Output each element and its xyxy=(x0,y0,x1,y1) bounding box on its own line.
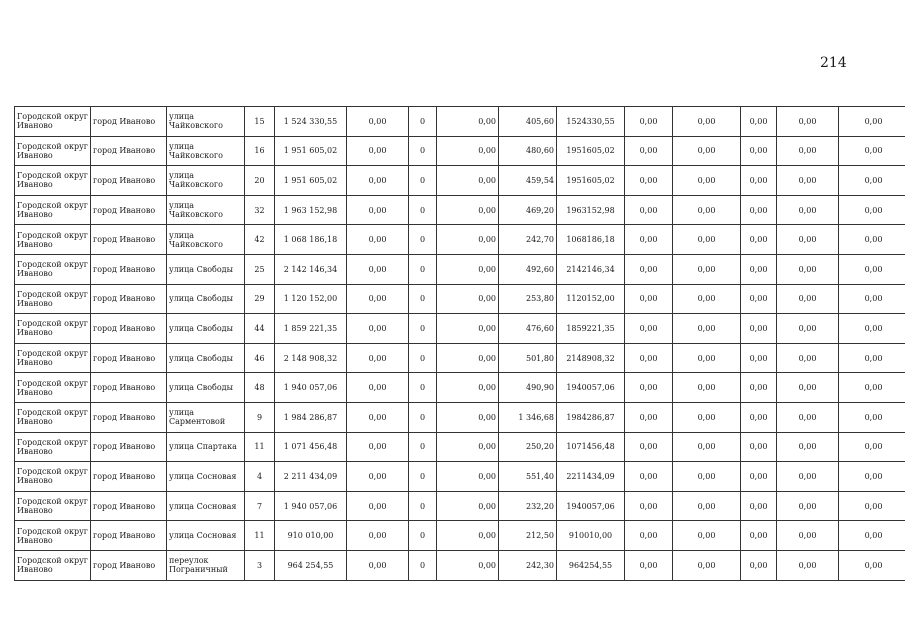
count-cell: 0 xyxy=(409,550,437,580)
value-cell: 0,00 xyxy=(347,284,409,314)
municipality-cell: Городской округ Иваново xyxy=(15,314,91,344)
value-cell: 0,00 xyxy=(839,195,905,225)
value-cell: 0,00 xyxy=(741,195,777,225)
table-body xyxy=(15,107,905,581)
cost-cell: 2 142 146,34 xyxy=(275,254,347,284)
settlement-cell: город Иваново xyxy=(91,491,167,521)
value-cell: 0,00 xyxy=(673,314,741,344)
value-cell: 0,00 xyxy=(777,284,839,314)
value-cell: 0,00 xyxy=(741,225,777,255)
street-cell: улица Сосновая xyxy=(167,491,245,521)
house-number-cell: 3 xyxy=(245,550,275,580)
area-cell: 469,20 xyxy=(499,195,557,225)
value-cell: 0,00 xyxy=(839,402,905,432)
cost-cell: 2 211 434,09 xyxy=(275,462,347,492)
value-cell: 0,00 xyxy=(673,343,741,373)
cost-cell: 1 951 605,02 xyxy=(275,136,347,166)
value-cell: 0,00 xyxy=(839,166,905,196)
value-cell: 0,00 xyxy=(839,314,905,344)
cost-total-cell: 1120152,00 xyxy=(557,284,625,314)
value-cell: 0,00 xyxy=(625,195,673,225)
value-cell: 0,00 xyxy=(673,254,741,284)
value-cell: 0,00 xyxy=(741,521,777,551)
house-number-cell: 42 xyxy=(245,225,275,255)
value-cell: 0,00 xyxy=(625,402,673,432)
municipality-cell: Городской округ Иваново xyxy=(15,402,91,432)
settlement-cell: город Иваново xyxy=(91,107,167,137)
area-cell: 492,60 xyxy=(499,254,557,284)
cost-total-cell: 2211434,09 xyxy=(557,462,625,492)
municipality-cell: Городской округ Иваново xyxy=(15,343,91,373)
value-cell: 0,00 xyxy=(673,462,741,492)
value-cell: 0,00 xyxy=(437,343,499,373)
value-cell: 0,00 xyxy=(839,373,905,403)
value-cell: 0,00 xyxy=(839,225,905,255)
value-cell: 0,00 xyxy=(777,254,839,284)
street-cell: улица Свободы xyxy=(167,314,245,344)
area-cell: 250,20 xyxy=(499,432,557,462)
value-cell: 0,00 xyxy=(839,284,905,314)
value-cell: 0,00 xyxy=(741,373,777,403)
value-cell: 0,00 xyxy=(347,402,409,432)
value-cell: 0,00 xyxy=(777,136,839,166)
value-cell: 0,00 xyxy=(777,491,839,521)
cost-cell: 1 984 286,87 xyxy=(275,402,347,432)
settlement-cell: город Иваново xyxy=(91,521,167,551)
value-cell: 0,00 xyxy=(347,343,409,373)
cost-total-cell: 1859221,35 xyxy=(557,314,625,344)
value-cell: 0,00 xyxy=(673,373,741,403)
cost-total-cell: 1963152,98 xyxy=(557,195,625,225)
area-cell: 501,80 xyxy=(499,343,557,373)
street-cell: улица Свободы xyxy=(167,254,245,284)
table-row xyxy=(15,343,905,373)
count-cell: 0 xyxy=(409,521,437,551)
settlement-cell: город Иваново xyxy=(91,402,167,432)
house-number-cell: 7 xyxy=(245,491,275,521)
value-cell: 0,00 xyxy=(741,166,777,196)
value-cell: 0,00 xyxy=(673,491,741,521)
cost-cell: 1 120 152,00 xyxy=(275,284,347,314)
street-cell: переулок Пограничный xyxy=(167,550,245,580)
value-cell: 0,00 xyxy=(673,432,741,462)
value-cell: 0,00 xyxy=(741,136,777,166)
settlement-cell: город Иваново xyxy=(91,550,167,580)
value-cell: 0,00 xyxy=(741,284,777,314)
municipality-cell: Городской округ Иваново xyxy=(15,550,91,580)
cost-cell: 1 524 330,55 xyxy=(275,107,347,137)
house-number-cell: 9 xyxy=(245,402,275,432)
house-number-cell: 15 xyxy=(245,107,275,137)
municipality-cell: Городской округ Иваново xyxy=(15,432,91,462)
settlement-cell: город Иваново xyxy=(91,225,167,255)
table-row xyxy=(15,314,905,344)
cost-total-cell: 2148908,32 xyxy=(557,343,625,373)
cost-cell: 964 254,55 xyxy=(275,550,347,580)
value-cell: 0,00 xyxy=(777,195,839,225)
area-cell: 476,60 xyxy=(499,314,557,344)
value-cell: 0,00 xyxy=(437,314,499,344)
value-cell: 0,00 xyxy=(741,254,777,284)
settlement-cell: город Иваново xyxy=(91,314,167,344)
value-cell: 0,00 xyxy=(741,343,777,373)
cost-cell: 1 963 152,98 xyxy=(275,195,347,225)
house-number-cell: 4 xyxy=(245,462,275,492)
value-cell: 0,00 xyxy=(839,254,905,284)
value-cell: 0,00 xyxy=(839,521,905,551)
street-cell: улица Свободы xyxy=(167,343,245,373)
value-cell: 0,00 xyxy=(625,314,673,344)
table-row xyxy=(15,462,905,492)
count-cell: 0 xyxy=(409,225,437,255)
table-row xyxy=(15,402,905,432)
settlement-cell: город Иваново xyxy=(91,343,167,373)
value-cell: 0,00 xyxy=(777,462,839,492)
value-cell: 0,00 xyxy=(839,462,905,492)
value-cell: 0,00 xyxy=(741,314,777,344)
value-cell: 0,00 xyxy=(347,166,409,196)
value-cell: 0,00 xyxy=(437,373,499,403)
value-cell: 0,00 xyxy=(839,136,905,166)
area-cell: 551,40 xyxy=(499,462,557,492)
value-cell: 0,00 xyxy=(673,136,741,166)
cost-total-cell: 1071456,48 xyxy=(557,432,625,462)
table-row xyxy=(15,136,905,166)
street-cell: улица Свободы xyxy=(167,373,245,403)
cost-total-cell: 1940057,06 xyxy=(557,373,625,403)
value-cell: 0,00 xyxy=(839,432,905,462)
street-cell: улица Чайковского xyxy=(167,107,245,137)
cost-total-cell: 1940057,06 xyxy=(557,491,625,521)
table-row xyxy=(15,284,905,314)
value-cell: 0,00 xyxy=(347,107,409,137)
value-cell: 0,00 xyxy=(777,521,839,551)
value-cell: 0,00 xyxy=(625,373,673,403)
table-row xyxy=(15,550,905,580)
street-cell: улица Сосновая xyxy=(167,521,245,551)
value-cell: 0,00 xyxy=(347,462,409,492)
count-cell: 0 xyxy=(409,373,437,403)
table-row xyxy=(15,373,905,403)
municipality-cell: Городской округ Иваново xyxy=(15,166,91,196)
value-cell: 0,00 xyxy=(625,254,673,284)
value-cell: 0,00 xyxy=(839,107,905,137)
cost-total-cell: 964254,55 xyxy=(557,550,625,580)
house-number-cell: 25 xyxy=(245,254,275,284)
value-cell: 0,00 xyxy=(839,550,905,580)
municipality-cell: Городской округ Иваново xyxy=(15,195,91,225)
value-cell: 0,00 xyxy=(437,462,499,492)
count-cell: 0 xyxy=(409,491,437,521)
value-cell: 0,00 xyxy=(673,166,741,196)
table-row xyxy=(15,432,905,462)
house-number-cell: 32 xyxy=(245,195,275,225)
settlement-cell: город Иваново xyxy=(91,195,167,225)
value-cell: 0,00 xyxy=(437,402,499,432)
value-cell: 0,00 xyxy=(673,402,741,432)
table-row xyxy=(15,107,905,137)
area-cell: 242,70 xyxy=(499,225,557,255)
value-cell: 0,00 xyxy=(625,462,673,492)
value-cell: 0,00 xyxy=(347,373,409,403)
value-cell: 0,00 xyxy=(777,225,839,255)
value-cell: 0,00 xyxy=(437,254,499,284)
cost-total-cell: 1984286,87 xyxy=(557,402,625,432)
value-cell: 0,00 xyxy=(625,225,673,255)
settlement-cell: город Иваново xyxy=(91,432,167,462)
value-cell: 0,00 xyxy=(673,550,741,580)
table-row xyxy=(15,195,905,225)
area-cell: 242,30 xyxy=(499,550,557,580)
municipality-cell: Городской округ Иваново xyxy=(15,373,91,403)
value-cell: 0,00 xyxy=(437,195,499,225)
value-cell: 0,00 xyxy=(777,550,839,580)
municipality-cell: Городской округ Иваново xyxy=(15,225,91,255)
settlement-cell: город Иваново xyxy=(91,136,167,166)
value-cell: 0,00 xyxy=(625,284,673,314)
table-row xyxy=(15,521,905,551)
cost-total-cell: 2142146,34 xyxy=(557,254,625,284)
value-cell: 0,00 xyxy=(741,107,777,137)
cost-cell: 1 859 221,35 xyxy=(275,314,347,344)
cost-cell: 1 068 186,18 xyxy=(275,225,347,255)
housing-register-table xyxy=(14,106,905,581)
value-cell: 0,00 xyxy=(347,550,409,580)
settlement-cell: город Иваново xyxy=(91,373,167,403)
value-cell: 0,00 xyxy=(673,521,741,551)
cost-total-cell: 1068186,18 xyxy=(557,225,625,255)
value-cell: 0,00 xyxy=(347,432,409,462)
value-cell: 0,00 xyxy=(437,136,499,166)
value-cell: 0,00 xyxy=(777,373,839,403)
house-number-cell: 46 xyxy=(245,343,275,373)
street-cell: улица Чайковского xyxy=(167,195,245,225)
value-cell: 0,00 xyxy=(839,343,905,373)
value-cell: 0,00 xyxy=(673,284,741,314)
settlement-cell: город Иваново xyxy=(91,462,167,492)
count-cell: 0 xyxy=(409,284,437,314)
value-cell: 0,00 xyxy=(625,521,673,551)
street-cell: улица Сосновая xyxy=(167,462,245,492)
value-cell: 0,00 xyxy=(625,166,673,196)
table-row xyxy=(15,491,905,521)
table-row xyxy=(15,254,905,284)
value-cell: 0,00 xyxy=(625,550,673,580)
count-cell: 0 xyxy=(409,254,437,284)
municipality-cell: Городской округ Иваново xyxy=(15,462,91,492)
house-number-cell: 11 xyxy=(245,432,275,462)
value-cell: 0,00 xyxy=(777,107,839,137)
cost-total-cell: 1524330,55 xyxy=(557,107,625,137)
value-cell: 0,00 xyxy=(777,432,839,462)
value-cell: 0,00 xyxy=(437,432,499,462)
value-cell: 0,00 xyxy=(437,521,499,551)
value-cell: 0,00 xyxy=(437,284,499,314)
value-cell: 0,00 xyxy=(437,225,499,255)
value-cell: 0,00 xyxy=(437,491,499,521)
house-number-cell: 44 xyxy=(245,314,275,344)
area-cell: 480,60 xyxy=(499,136,557,166)
area-cell: 212,50 xyxy=(499,521,557,551)
municipality-cell: Городской округ Иваново xyxy=(15,107,91,137)
count-cell: 0 xyxy=(409,314,437,344)
house-number-cell: 11 xyxy=(245,521,275,551)
municipality-cell: Городской округ Иваново xyxy=(15,254,91,284)
cost-total-cell: 910010,00 xyxy=(557,521,625,551)
cost-cell: 1 940 057,06 xyxy=(275,373,347,403)
value-cell: 0,00 xyxy=(625,136,673,166)
count-cell: 0 xyxy=(409,462,437,492)
value-cell: 0,00 xyxy=(741,462,777,492)
house-number-cell: 16 xyxy=(245,136,275,166)
value-cell: 0,00 xyxy=(741,491,777,521)
settlement-cell: город Иваново xyxy=(91,284,167,314)
value-cell: 0,00 xyxy=(347,491,409,521)
settlement-cell: город Иваново xyxy=(91,254,167,284)
value-cell: 0,00 xyxy=(673,195,741,225)
value-cell: 0,00 xyxy=(437,166,499,196)
street-cell: улица Свободы xyxy=(167,284,245,314)
value-cell: 0,00 xyxy=(741,550,777,580)
value-cell: 0,00 xyxy=(437,107,499,137)
count-cell: 0 xyxy=(409,402,437,432)
municipality-cell: Городской округ Иваново xyxy=(15,136,91,166)
street-cell: улица Чайковского xyxy=(167,166,245,196)
cost-cell: 1 940 057,06 xyxy=(275,491,347,521)
house-number-cell: 48 xyxy=(245,373,275,403)
count-cell: 0 xyxy=(409,136,437,166)
street-cell: улица Чайковского xyxy=(167,136,245,166)
count-cell: 0 xyxy=(409,195,437,225)
value-cell: 0,00 xyxy=(777,402,839,432)
area-cell: 405,60 xyxy=(499,107,557,137)
area-cell: 253,80 xyxy=(499,284,557,314)
settlement-cell: город Иваново xyxy=(91,166,167,196)
municipality-cell: Городской округ Иваново xyxy=(15,284,91,314)
cost-total-cell: 1951605,02 xyxy=(557,136,625,166)
count-cell: 0 xyxy=(409,432,437,462)
value-cell: 0,00 xyxy=(625,107,673,137)
area-cell: 1 346,68 xyxy=(499,402,557,432)
municipality-cell: Городской округ Иваново xyxy=(15,491,91,521)
page-number: 214 xyxy=(820,55,847,71)
value-cell: 0,00 xyxy=(777,314,839,344)
value-cell: 0,00 xyxy=(673,225,741,255)
value-cell: 0,00 xyxy=(347,254,409,284)
value-cell: 0,00 xyxy=(741,432,777,462)
value-cell: 0,00 xyxy=(347,225,409,255)
cost-cell: 2 148 908,32 xyxy=(275,343,347,373)
value-cell: 0,00 xyxy=(625,432,673,462)
street-cell: улица Чайковского xyxy=(167,225,245,255)
cost-cell: 1 951 605,02 xyxy=(275,166,347,196)
cost-total-cell: 1951605,02 xyxy=(557,166,625,196)
count-cell: 0 xyxy=(409,166,437,196)
value-cell: 0,00 xyxy=(625,343,673,373)
area-cell: 490,90 xyxy=(499,373,557,403)
cost-cell: 1 071 456,48 xyxy=(275,432,347,462)
municipality-cell: Городской округ Иваново xyxy=(15,521,91,551)
value-cell: 0,00 xyxy=(625,491,673,521)
value-cell: 0,00 xyxy=(741,402,777,432)
street-cell: улица Сарментовой xyxy=(167,402,245,432)
count-cell: 0 xyxy=(409,343,437,373)
value-cell: 0,00 xyxy=(347,521,409,551)
value-cell: 0,00 xyxy=(347,136,409,166)
value-cell: 0,00 xyxy=(777,343,839,373)
house-number-cell: 20 xyxy=(245,166,275,196)
area-cell: 459,54 xyxy=(499,166,557,196)
value-cell: 0,00 xyxy=(347,195,409,225)
cost-cell: 910 010,00 xyxy=(275,521,347,551)
value-cell: 0,00 xyxy=(347,314,409,344)
value-cell: 0,00 xyxy=(437,550,499,580)
table-row xyxy=(15,166,905,196)
street-cell: улица Спартака xyxy=(167,432,245,462)
value-cell: 0,00 xyxy=(673,107,741,137)
count-cell: 0 xyxy=(409,107,437,137)
value-cell: 0,00 xyxy=(839,491,905,521)
value-cell: 0,00 xyxy=(777,166,839,196)
table-row xyxy=(15,225,905,255)
house-number-cell: 29 xyxy=(245,284,275,314)
area-cell: 232,20 xyxy=(499,491,557,521)
